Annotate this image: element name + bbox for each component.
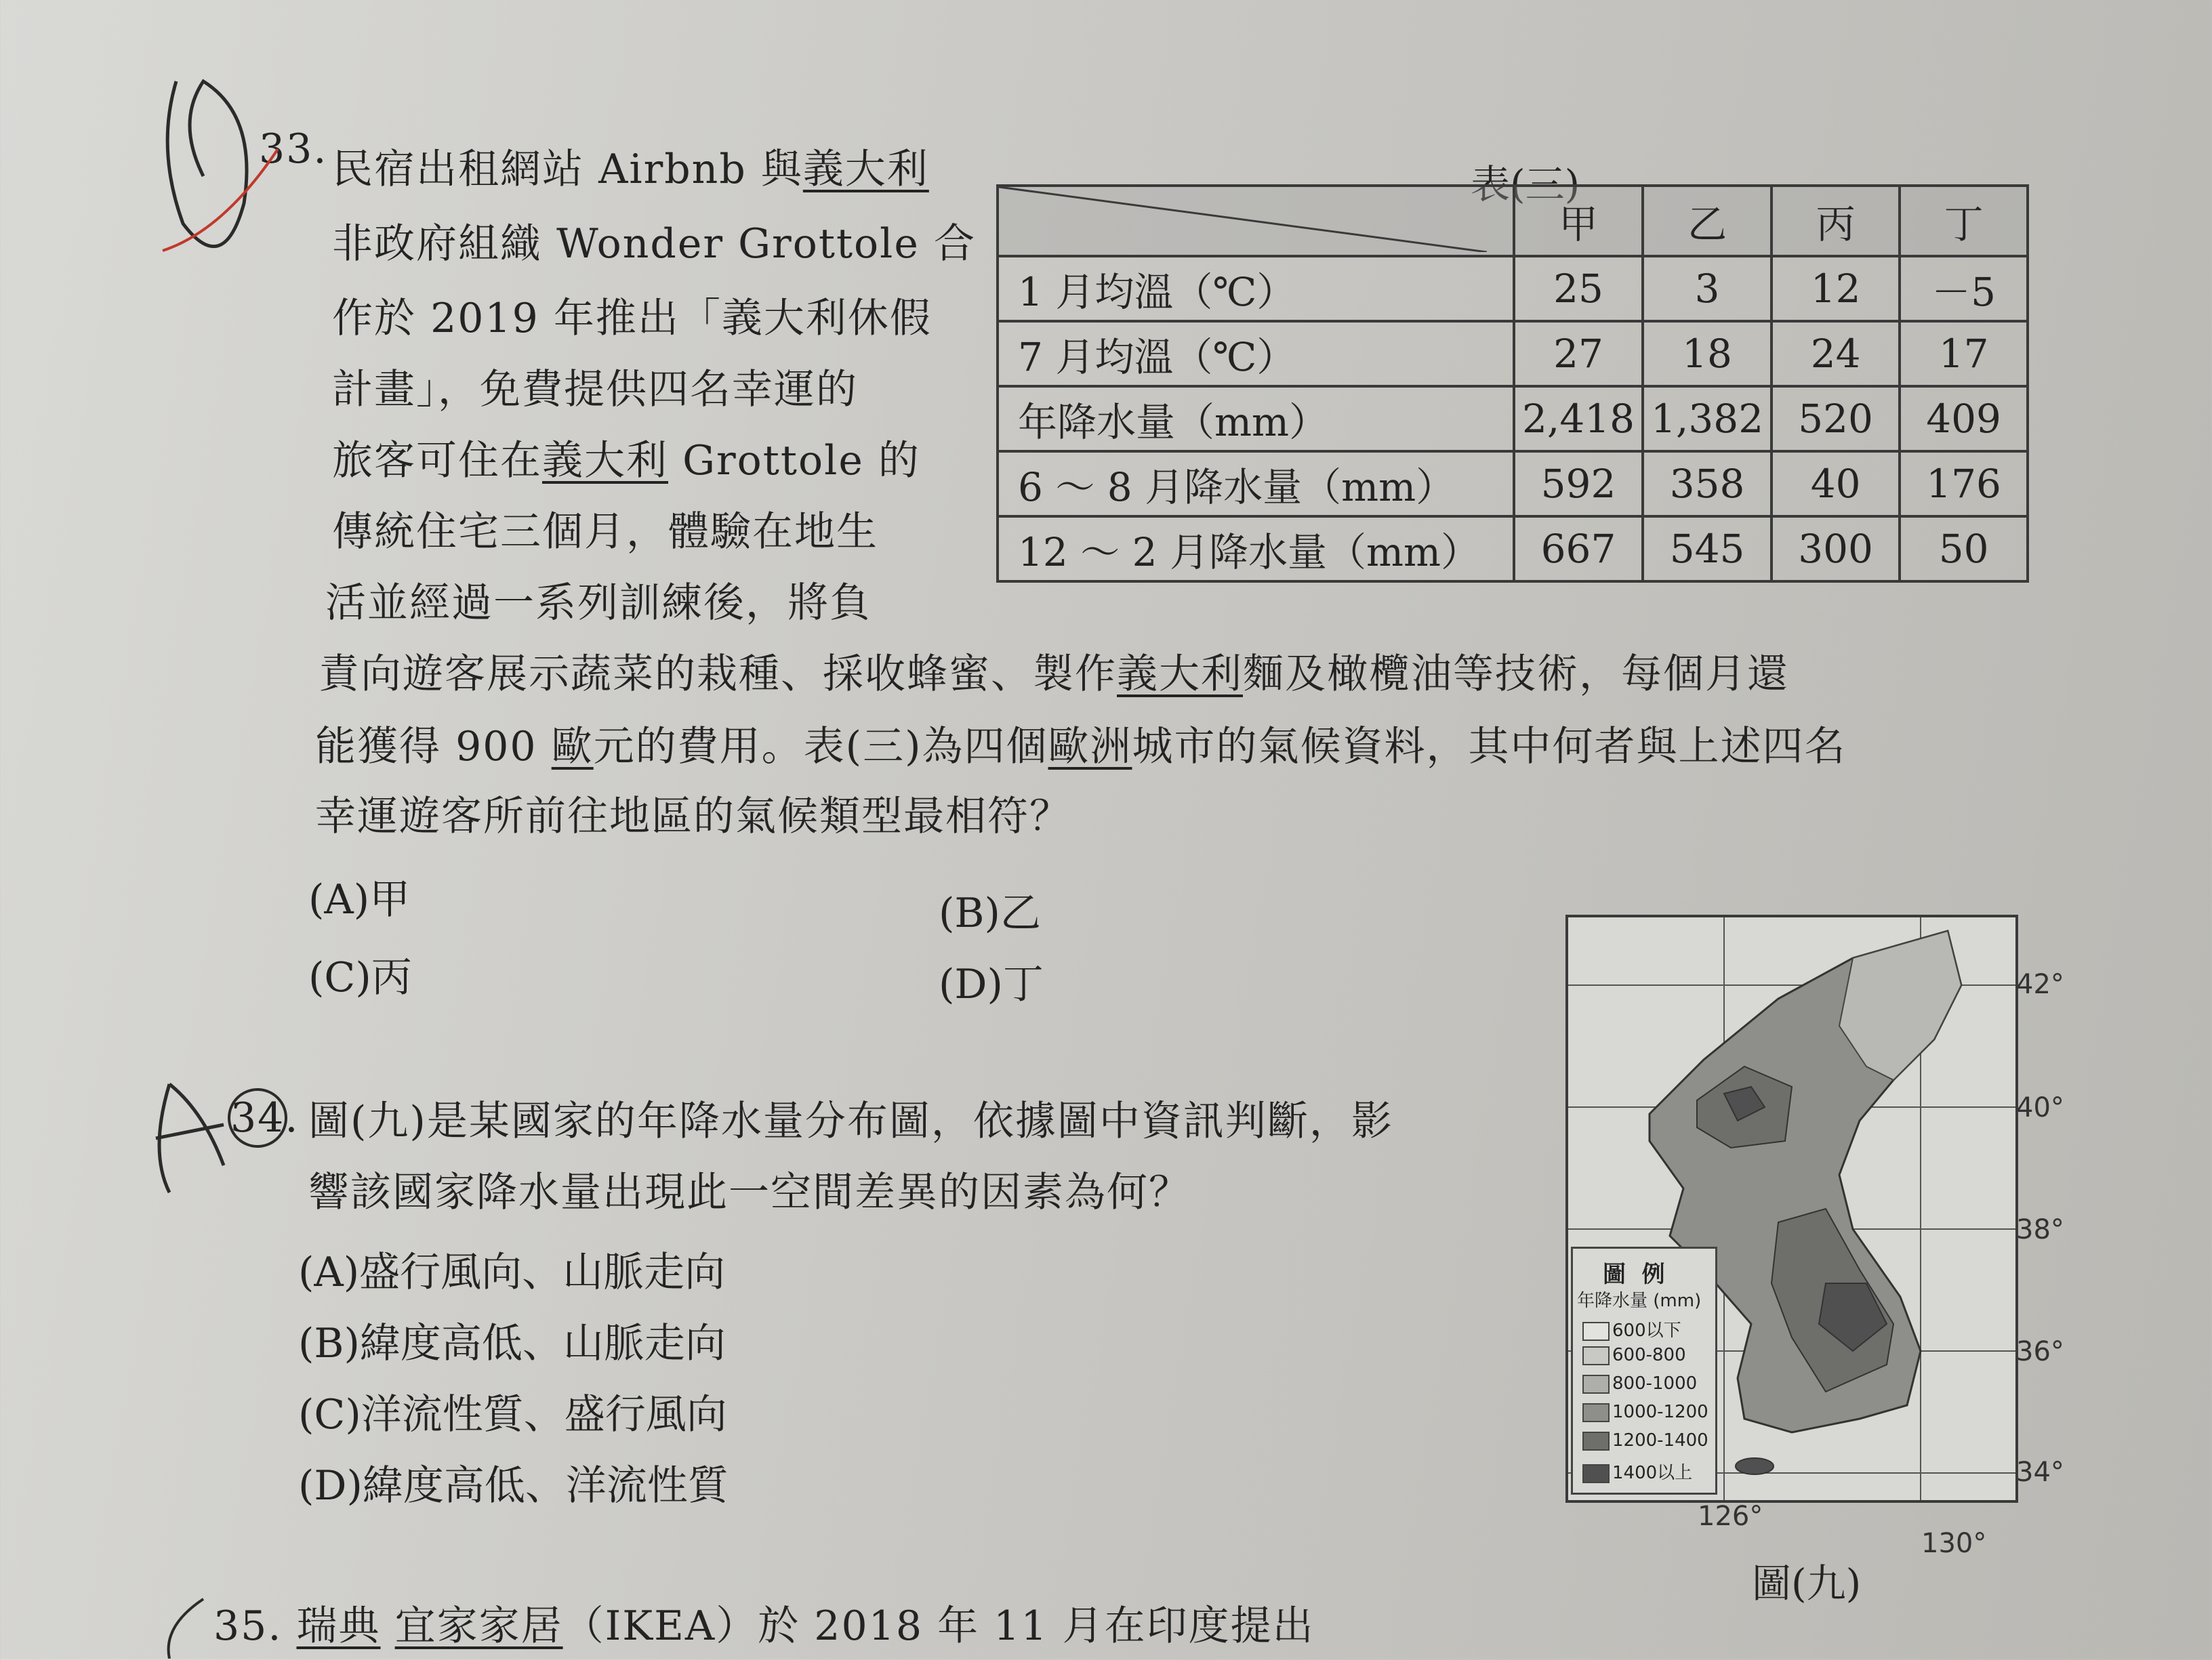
question-line: 能獲得 900 歐元的費用。表(三)為四個歐洲城市的氣候資料，其中何者與上述四名 (315, 723, 1847, 770)
question-line: 作於 2019 年推出「義大利休假 (332, 295, 932, 342)
legend-swatch (1582, 1322, 1610, 1341)
question-line: 民宿出租網站 Airbnb 與義大利 (332, 146, 929, 193)
lat-label: 34° (2016, 1457, 2064, 1488)
legend-item: 1400以上 (1582, 1459, 1692, 1484)
table-cell: 358 (1643, 451, 1771, 516)
legend-item: 1000-1200 (1582, 1402, 1708, 1422)
column-header: 甲 (1514, 186, 1643, 256)
legend-item: 800-1000 (1582, 1373, 1697, 1394)
table-cell: 3 (1643, 256, 1771, 321)
option-d[interactable]: (D)緯度高低、洋流性質 (298, 1462, 729, 1510)
option-b[interactable]: (B)乙 (939, 890, 1041, 937)
question-line: 圖(九)是某國家的年降水量分布圖，依據圖中資訊判斷，影 (308, 1098, 1393, 1145)
option-a[interactable]: (A)甲 (308, 876, 411, 924)
option-d[interactable]: (D)丁 (939, 961, 1044, 1008)
underlined-place: 義大利 (542, 437, 668, 484)
legend-subtitle: 年降水量 (mm) (1577, 1291, 1702, 1311)
underlined-place: 歐 (551, 723, 594, 770)
table-cell: 409 (1900, 386, 2028, 451)
legend-swatch (1582, 1346, 1610, 1365)
underlined-company: 宜家家居 (394, 1602, 563, 1650)
underlined-place: 義大利 (802, 146, 929, 193)
table-cell: 176 (1900, 451, 2028, 516)
table-cell: 300 (1771, 516, 1900, 581)
table-row (998, 256, 2028, 321)
question-35: 35. 瑞典 宜家家居（IKEA）於 2018 年 11 月在印度提出 (213, 1602, 1315, 1650)
table-cell: 18 (1643, 321, 1771, 386)
question-line: 計畫」，免費提供四名幸運的 (332, 366, 858, 413)
underlined-place: 瑞典 (296, 1602, 381, 1650)
table-cell: 25 (1514, 256, 1643, 321)
legend-swatch (1582, 1432, 1610, 1451)
underlined-place: 歐洲 (1048, 723, 1132, 770)
question-line: 活並經過一系列訓練後，將負 (325, 579, 872, 627)
table-cell: 520 (1771, 386, 1900, 451)
table-cell: 50 (1900, 516, 2028, 581)
question-line: 非政府組織 Wonder Grottole 合 (332, 220, 976, 268)
table-cell: 40 (1771, 451, 1900, 516)
option-c[interactable]: (C)洋流性質、盛行風向 (298, 1391, 727, 1438)
map-legend (1571, 1247, 1717, 1495)
row-label: 1 月均溫（℃） (998, 256, 1514, 321)
table-row (998, 516, 2028, 581)
question-line: 響該國家降水量出現此一空間差異的因素為何？ (308, 1169, 1191, 1216)
table-cell: 592 (1514, 451, 1643, 516)
column-header: 丁 (1900, 186, 2028, 256)
option-c[interactable]: (C)丙 (308, 954, 412, 1001)
question-number: 35. (213, 1602, 283, 1650)
lat-label: 42° (2016, 969, 2064, 1000)
question-number: 34. (230, 1094, 300, 1142)
table-row (998, 386, 2028, 451)
pen-mark-answer-a (156, 1084, 224, 1192)
row-label: 年降水量（mm） (998, 386, 1514, 451)
figure-caption: 圖(九) (1752, 1560, 1862, 1606)
table-caption: 表(三) (1471, 161, 1580, 207)
question-line: 傳統住宅三個月，體驗在地生 (332, 508, 878, 556)
climate-table (996, 184, 2029, 583)
diagonal-line (999, 187, 1487, 252)
column-header: 乙 (1643, 186, 1771, 256)
table-cell: 12 (1771, 256, 1900, 321)
table-cell: 667 (1514, 516, 1643, 581)
table-cell: 1,382 (1643, 386, 1771, 451)
legend-swatch (1582, 1464, 1610, 1483)
table-cell: －5 (1900, 256, 2028, 321)
row-label: 7 月均溫（℃） (998, 321, 1514, 386)
legend-item: 600以下 (1582, 1316, 1681, 1342)
legend-item: 1200-1400 (1582, 1430, 1708, 1451)
row-label: 12 ～ 2 月降水量（mm） (998, 516, 1514, 581)
lat-label: 38° (2016, 1214, 2064, 1245)
legend-item: 600-800 (1582, 1345, 1686, 1365)
table-row (998, 321, 2028, 386)
lat-label: 36° (2016, 1336, 2064, 1367)
question-number: 33. (259, 125, 328, 173)
lat-label: 40° (2016, 1092, 2064, 1123)
diagonal-header-cell (998, 186, 1514, 256)
question-line: 旅客可住在義大利 Grottole 的 (332, 437, 920, 484)
table-cell: 2,418 (1514, 386, 1643, 451)
table-header-row (998, 186, 2028, 256)
underlined-place: 義大利 (1117, 650, 1243, 698)
question-line: 責向遊客展示蔬菜的栽種、採收蜂蜜、製作義大利麵及橄欖油等技術，每個月還 (319, 650, 1789, 698)
pen-mark (169, 1599, 203, 1659)
table-row (998, 451, 2028, 516)
lon-label: 126° (1698, 1501, 1763, 1532)
table-cell: 17 (1900, 321, 2028, 386)
question-line: 幸運遊客所前往地區的氣候類型最相符？ (315, 793, 1071, 840)
pen-mark-answer-d (167, 81, 247, 247)
legend-swatch (1582, 1403, 1610, 1422)
row-label: 6 ～ 8 月降水量（mm） (998, 451, 1514, 516)
table-cell: 27 (1514, 321, 1643, 386)
option-a[interactable]: (A)盛行風向、山脈走向 (298, 1249, 726, 1296)
table-cell: 545 (1643, 516, 1771, 581)
table-cell: 24 (1771, 321, 1900, 386)
lon-label: 130° (1921, 1528, 1987, 1559)
legend-swatch (1582, 1375, 1610, 1394)
legend-title: 圖 例 (1603, 1261, 1665, 1288)
column-header: 丙 (1771, 186, 1900, 256)
option-b[interactable]: (B)緯度高低、山脈走向 (298, 1320, 726, 1367)
